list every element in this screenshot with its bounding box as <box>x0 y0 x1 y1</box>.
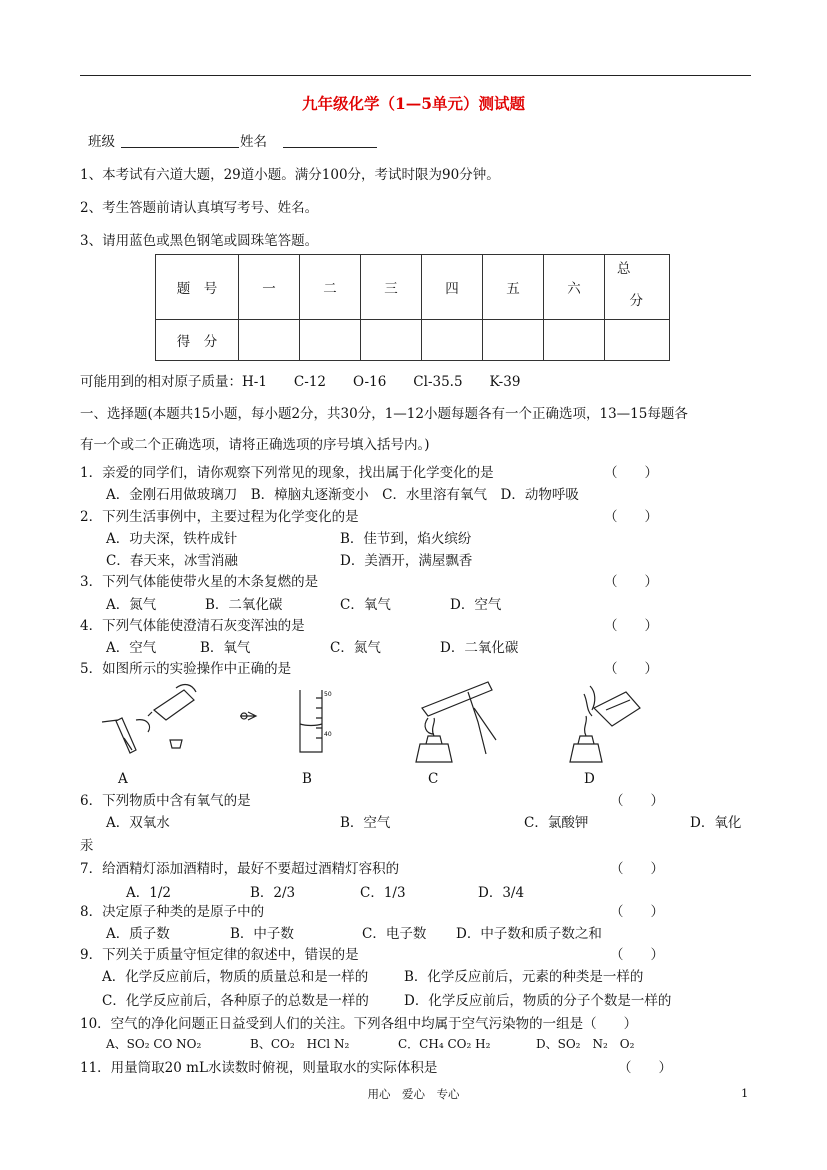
question-8: 8．决定原子种类的是原子中的 <box>80 904 265 920</box>
q8-option-c: C．电子数 <box>362 926 427 942</box>
figure-label-c: C <box>428 771 439 787</box>
page-title: 九年级化学（1—5单元）测试题 <box>301 94 526 113</box>
q2-option-a: A．功夫深，铁杵成针 <box>106 531 238 547</box>
question-10: 10．空气的净化问题正日益受到人们的关注。下列各组中均属于空气污染物的一组是（ ） <box>80 1016 638 1032</box>
q4-option-d: D．二氧化碳 <box>440 640 519 656</box>
section1-heading-cont: 有一个或二个正确选项，请将正确选项的序号填入括号内。) <box>80 437 430 453</box>
lab-figure-b-icon <box>236 686 336 756</box>
q4-option-c: C．氮气 <box>330 640 381 656</box>
question-2: 2．下列生活事例中，主要过程为化学变化的是 <box>80 509 359 525</box>
q9-option-a: A．化学反应前后，物质的质量总和是一样的 <box>102 969 369 985</box>
q8-option-a: A．质子数 <box>106 926 170 942</box>
answer-paren-8[interactable]: （ ） <box>610 904 664 920</box>
score-table <box>155 254 670 361</box>
answer-paren-3[interactable]: （ ） <box>604 574 658 590</box>
question-number-label: 题 号 <box>156 255 239 320</box>
question-9: 9．下列关于质量守恒定律的叙述中，错误的是 <box>80 947 359 963</box>
section1-heading: 一、选择题(本题共15小题，每小题2分，共30分，1—12小题每题各有一个正确选项，13—15每题各 <box>80 406 688 422</box>
q4-option-a: A．空气 <box>106 640 157 656</box>
q7-option-b: B．2/3 <box>250 885 296 901</box>
q8-option-d: D．中子数和质子数之和 <box>456 926 602 942</box>
q2-option-c: C．春天来，冰雪消融 <box>106 553 238 569</box>
q3-option-c: C．氧气 <box>340 597 391 613</box>
instruction-3: 3、请用蓝色或黑色钢笔或圆珠笔答题。 <box>80 233 319 249</box>
question-1: 1．亲爱的同学们，请你观察下列常见的现象，找出属于化学变化的是 <box>80 465 494 481</box>
q6-option-c: C．氯酸钾 <box>524 815 589 831</box>
col-6: 六 <box>544 255 605 320</box>
q10-option-d: D、SO₂ N₂ O₂ <box>536 1037 635 1051</box>
question-11: 11．用量筒取20 mL水读数时俯视，则量取水的实际体积是 <box>80 1060 438 1076</box>
col-1: 一 <box>239 255 300 320</box>
name-field[interactable] <box>240 130 377 150</box>
q3-option-a: A．氮气 <box>106 597 157 613</box>
q9-option-d: D．化学反应前后，物质的分子个数是一样的 <box>404 993 672 1009</box>
lab-figure-a-icon <box>92 680 202 765</box>
q4-option-b: B．氧气 <box>200 640 251 656</box>
answer-paren-5[interactable]: （ ） <box>604 661 658 677</box>
q2-option-d: D．美酒开，满屋飘香 <box>340 553 473 569</box>
class-blank[interactable] <box>121 135 239 148</box>
q6-option-a: A．双氧水 <box>106 815 170 831</box>
q6-option-d-cont: 汞 <box>80 838 94 854</box>
figure-label-d: D <box>584 771 595 787</box>
q10-option-b: B、CO₂ HCl N₂ <box>250 1037 350 1051</box>
answer-paren-7[interactable]: （ ） <box>610 861 664 877</box>
answer-paren-9[interactable]: （ ） <box>610 947 664 963</box>
q1-options: A．金刚石用做玻璃刀 B．樟脑丸逐渐变小 C．水里溶有氧气 D．动物呼吸 <box>106 487 579 503</box>
score-cell-4[interactable] <box>422 320 483 361</box>
figure-label-a: A <box>118 771 128 787</box>
q6-option-b: B．空气 <box>340 815 391 831</box>
figure-label-b: B <box>302 771 312 787</box>
score-table-score-row <box>156 320 670 361</box>
question-5: 5．如图所示的实验操作中正确的是 <box>80 661 292 677</box>
question-6: 6．下列物质中含有氧气的是 <box>80 793 251 809</box>
page-footer: 用心 爱心 专心 <box>367 1087 460 1101</box>
score-cell-1[interactable] <box>239 320 300 361</box>
page-number: 1 <box>741 1086 749 1100</box>
class-field[interactable] <box>88 130 239 150</box>
col-4: 四 <box>422 255 483 320</box>
score-cell-6[interactable] <box>544 320 605 361</box>
svg-text:50: 50 <box>324 691 332 698</box>
answer-paren-2[interactable]: （ ） <box>604 509 658 525</box>
col-3: 三 <box>361 255 422 320</box>
answer-paren-6[interactable]: （ ） <box>610 793 664 809</box>
instruction-2: 2、考生答题前请认真填写考号、姓名。 <box>80 200 319 216</box>
q8-option-b: B．中子数 <box>230 926 294 942</box>
question-4: 4．下列气体能使澄清石灰变浑浊的是 <box>80 618 305 634</box>
question-3: 3．下列气体能使带火星的木条复燃的是 <box>80 574 319 590</box>
score-label: 得 分 <box>156 320 239 361</box>
score-cell-2[interactable] <box>300 320 361 361</box>
total-bottom: 分 <box>629 293 643 309</box>
name-blank[interactable] <box>283 135 377 148</box>
svg-text:40: 40 <box>324 731 332 738</box>
answer-paren-4[interactable]: （ ） <box>604 618 658 634</box>
score-cell-3[interactable] <box>361 320 422 361</box>
q3-option-b: B．二氧化碳 <box>205 597 283 613</box>
name-label: 姓名 <box>240 134 267 150</box>
instruction-1: 1、本考试有六道大题，29道小题。满分100分，考试时限为90分钟。 <box>80 167 500 183</box>
q10-option-a: A、SO₂ CO NO₂ <box>106 1037 202 1051</box>
class-label: 班级 <box>88 134 115 150</box>
q3-option-d: D．空气 <box>450 597 502 613</box>
lab-figure-c-icon <box>408 678 513 766</box>
q9-option-b: B．化学反应前后，元素的种类是一样的 <box>404 969 644 985</box>
q6-option-d: D．氧化 <box>690 815 742 831</box>
col-2: 二 <box>300 255 361 320</box>
q7-option-a: A．1/2 <box>126 885 171 901</box>
q7-option-d: D．3/4 <box>478 885 525 901</box>
score-cell-total[interactable] <box>605 320 670 361</box>
question-7: 7．给酒精灯添加酒精时，最好不要超过酒精灯容积的 <box>80 861 400 877</box>
answer-paren-1[interactable]: （ ） <box>604 465 658 481</box>
q7-option-c: C．1/3 <box>360 885 406 901</box>
q9-option-c: C．化学反应前后，各种原子的总数是一样的 <box>102 993 369 1009</box>
header-rule <box>80 75 751 76</box>
score-table-header-row <box>156 255 670 320</box>
col-5: 五 <box>483 255 544 320</box>
total-top: 总 <box>617 261 631 277</box>
answer-paren-11[interactable]: （ ） <box>618 1060 672 1076</box>
col-total <box>605 255 670 320</box>
q10-option-c: C．CH₄ CO₂ H₂ <box>398 1037 491 1051</box>
score-cell-5[interactable] <box>483 320 544 361</box>
lab-figure-d-icon <box>562 680 646 766</box>
q2-option-b: B．佳节到，焰火缤纷 <box>340 531 472 547</box>
atomic-mass-line: 可能用到的相对原子质量：H-1 C-12 O-16 Cl-35.5 K-39 <box>80 374 521 390</box>
